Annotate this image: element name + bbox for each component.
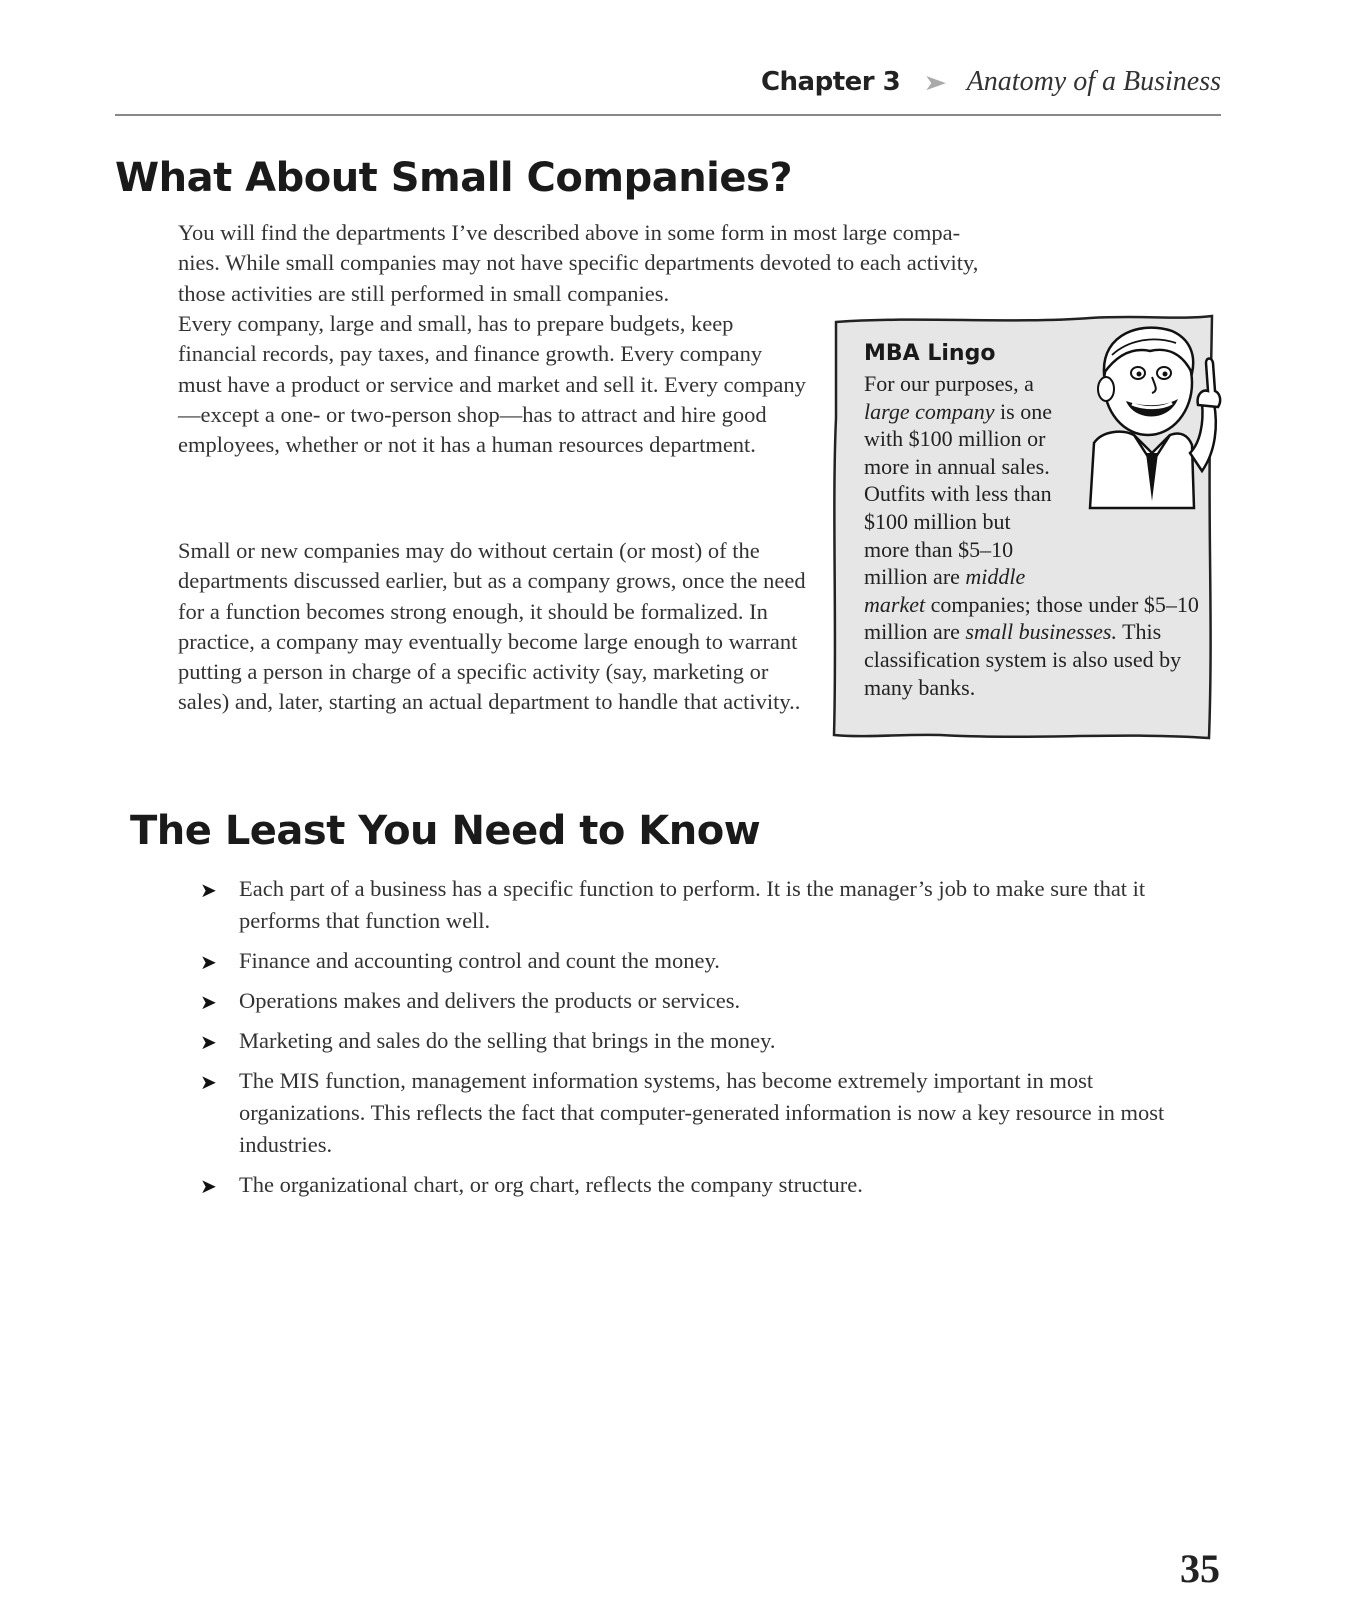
bullet-arrow-icon: ➤ bbox=[200, 950, 217, 974]
body-paragraph: Every company, large and small, has to prepare budgets, keep financial records, pay taxes, and finance growth. Every company must have a product or service and market and sell it. Every company—except a one- or two-person shop—has to attract and hire good employees, whether or not it has a human resources department. bbox=[178, 311, 806, 458]
list-item bbox=[200, 1065, 1180, 1161]
list-item bbox=[200, 873, 1180, 937]
pointing-man-cartoon-icon bbox=[1072, 303, 1222, 513]
sidebar-text-run: For our purposes, a bbox=[864, 371, 1034, 396]
term-middle-market: middle market bbox=[864, 564, 1026, 617]
list-item bbox=[200, 1169, 1180, 1201]
sidebar-text-run: companies; those under $5–10 million are bbox=[864, 591, 1199, 645]
intro-paragraph bbox=[178, 218, 1178, 309]
list-item-text: The organizational chart, or org chart, reflects the company structure. bbox=[239, 1172, 863, 1197]
list-item bbox=[200, 1025, 1180, 1057]
list-item-text: The MIS function, management information systems, has become extremely important in most organizations. This reflects the fact that computer-generated information is now a key resource in most industries. bbox=[239, 1068, 1165, 1157]
list-item-text: Each part of a business has a specific function to perform. It is the manager’s job to make sure that it performs that function well. bbox=[239, 876, 1146, 933]
bullet-arrow-icon: ➤ bbox=[200, 878, 217, 902]
body-paragraph: Small or new companies may do without certain (or most) of the departments discussed earlier, but as a company grows, once the need for a function becomes strong enough, it should be formalized. In practice, a company may eventually become large enough to warrant putting a person in charge of a specific activity (say, marketing or sales) and, later, starting an actual department to handle that activity.. bbox=[178, 538, 806, 715]
bullet-arrow-icon: ➤ bbox=[200, 990, 217, 1014]
list-item bbox=[200, 945, 1180, 977]
list-item-text: Finance and accounting control and count the money. bbox=[239, 948, 720, 973]
sidebar-text-run: This classification system is also used by many banks. bbox=[864, 619, 1182, 700]
chapter-label: Chapter 3 bbox=[760, 67, 901, 97]
bullet-arrow-icon: ➤ bbox=[200, 1030, 217, 1054]
intro-line: those activities are still performed in small companies. bbox=[178, 280, 670, 306]
term-large-company: large company bbox=[864, 398, 995, 424]
list-item-text: Marketing and sales do the selling that brings in the money. bbox=[239, 1028, 776, 1053]
bullet-arrow-icon: ➤ bbox=[200, 1070, 217, 1094]
term-small-businesses: small businesses. bbox=[965, 619, 1117, 645]
section-heading-small-companies: What About Small Companies? bbox=[115, 155, 793, 201]
list-item bbox=[200, 985, 1180, 1017]
running-header bbox=[115, 62, 1221, 116]
intro-line: nies. While small companies may not have specific departments devoted to each activity, bbox=[178, 250, 979, 276]
arrow-right-icon: ➤ bbox=[923, 71, 948, 96]
bullet-arrow-icon: ➤ bbox=[200, 1174, 217, 1198]
section-heading-least-you-need: The Least You Need to Know bbox=[130, 808, 761, 854]
sidebar-title: MBA Lingo bbox=[864, 341, 996, 366]
list-item-text: Operations makes and delivers the products or services. bbox=[239, 988, 741, 1013]
sidebar-text-run: is one with $100 million or more in annual sales. Outfits with less than $100 million but more than $5–10 million are bbox=[864, 398, 1052, 590]
chapter-title: Anatomy of a Business bbox=[966, 66, 1221, 97]
mba-lingo-sidebar bbox=[830, 308, 1217, 746]
page-number: 35 bbox=[1180, 1546, 1220, 1591]
summary-list bbox=[200, 873, 1180, 1209]
intro-line: You will find the departments I’ve described above in some form in most large compa- bbox=[178, 220, 961, 245]
